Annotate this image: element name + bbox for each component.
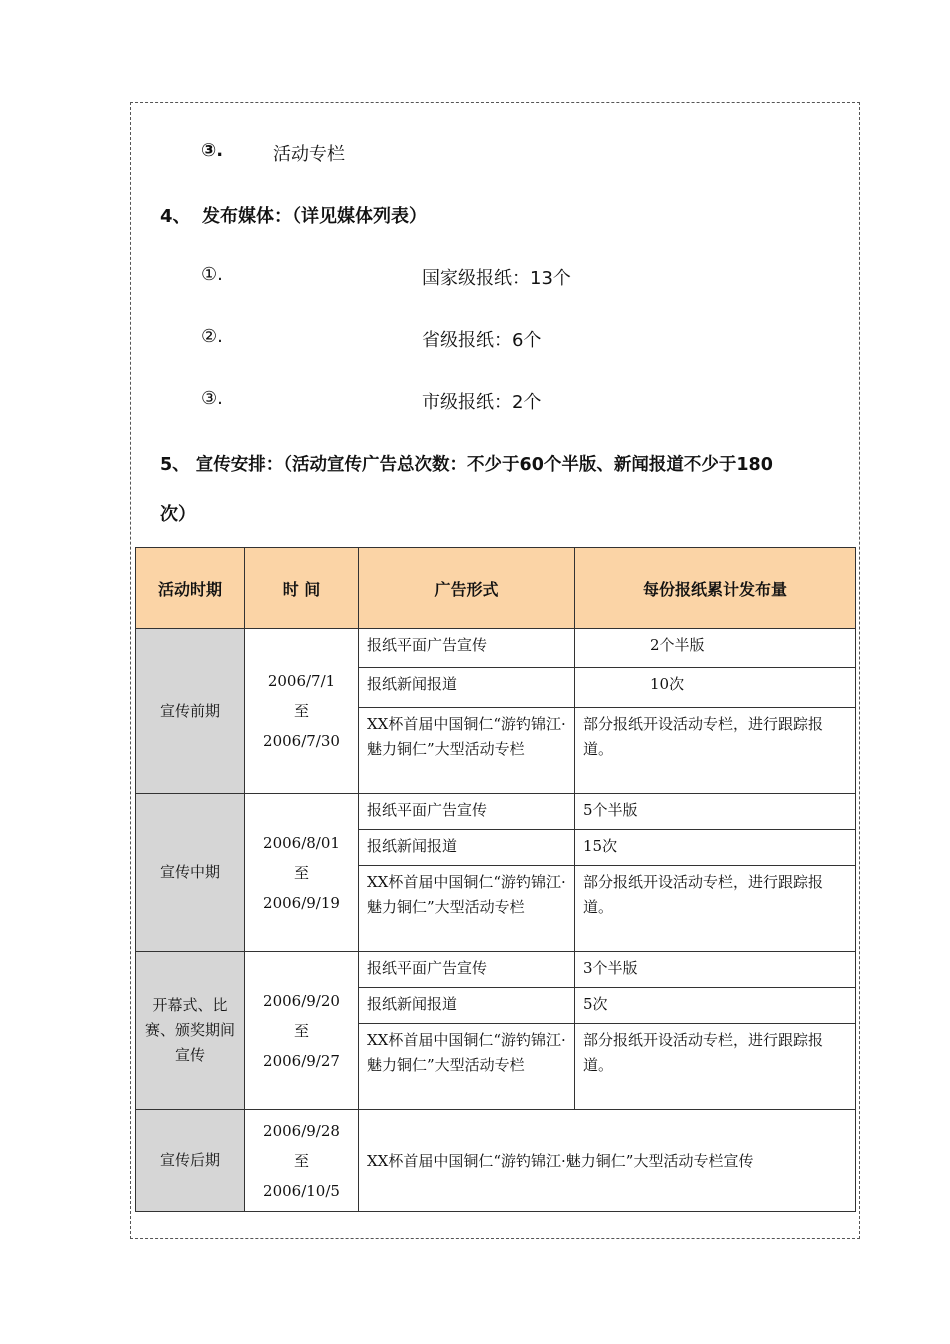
volume-cell: 部分报纸开设活动专栏，进行跟踪报道。	[575, 1024, 856, 1110]
table-row	[136, 1110, 856, 1212]
period-label: 开幕式、比赛、颁奖期间宣传	[144, 996, 235, 1064]
ad-form-cell: XX杯首届中国铜仁“游钓锦江·魅力铜仁”大型活动专栏	[359, 708, 575, 794]
table-row	[136, 794, 856, 830]
ad-form-cell: XX杯首届中国铜仁“游钓锦江·魅力铜仁”大型活动专栏	[359, 866, 575, 952]
item-text: 活动专栏	[273, 144, 345, 165]
date-start: 2006/7/1	[267, 672, 336, 690]
volume-cell: 3个半版	[575, 952, 856, 988]
volume-cell: 10次	[575, 668, 856, 708]
volume-cell: 5次	[575, 988, 856, 1024]
date-cell	[245, 629, 359, 794]
date-cell	[245, 1110, 359, 1212]
date-end: 2006/9/19	[263, 893, 340, 912]
section-title: 5、 宣传安排：（活动宣传广告总次数：不少于60个半版、新闻报道不少于180	[160, 455, 773, 475]
period-label: 宣传中期	[159, 863, 220, 881]
section-title: 发布媒体：（详见媒体列表）	[202, 206, 427, 227]
section-title-continued: 次）	[160, 504, 196, 525]
period-cell	[136, 629, 245, 794]
schedule-table	[135, 547, 856, 1212]
media-label: ②.	[201, 326, 223, 347]
date-separator: 至	[293, 702, 309, 720]
date-start: 2006/9/28	[263, 1121, 340, 1140]
merged-ad-cell: XX杯首届中国铜仁“游钓锦江·魅力铜仁”大型活动专栏宣传	[359, 1110, 856, 1212]
date-separator: 至	[293, 1151, 309, 1170]
media-label: ①.	[201, 264, 223, 285]
column-header: 时 间	[245, 548, 359, 629]
volume-cell: 部分报纸开设活动专栏，进行跟踪报道。	[575, 708, 856, 794]
period-cell	[136, 952, 245, 1110]
period-label: 宣传后期	[159, 1151, 220, 1169]
ad-form-cell: 报纸新闻报道	[359, 668, 575, 708]
ad-form-cell: 报纸新闻报道	[359, 830, 575, 866]
section-number: 4、	[160, 206, 191, 227]
period-label: 宣传前期	[159, 701, 220, 720]
ad-form-cell: 报纸新闻报道	[359, 988, 575, 1024]
volume-cell: 部分报纸开设活动专栏，进行跟踪报道。	[575, 866, 856, 952]
column-header: 广告形式	[359, 548, 575, 629]
media-text: 省级报纸：6个	[422, 330, 542, 351]
media-text: 市级报纸：2个	[422, 392, 542, 413]
period-cell	[136, 794, 245, 952]
date-end: 2006/10/5	[263, 1181, 340, 1200]
table-row	[136, 629, 856, 668]
date-start: 2006/9/20	[263, 991, 340, 1010]
ad-form-cell: 报纸平面广告宣传	[359, 629, 575, 668]
column-header: 活动时期	[136, 548, 245, 629]
date-start: 2006/8/01	[263, 833, 340, 852]
table-row	[136, 952, 856, 988]
date-cell	[245, 952, 359, 1110]
column-header: 每份报纸累计发布量	[575, 548, 856, 629]
volume-cell: 15次	[575, 830, 856, 866]
date-end: 2006/7/30	[263, 732, 340, 750]
media-label: ③.	[201, 388, 223, 409]
date-cell	[245, 794, 359, 952]
date-end: 2006/9/27	[263, 1051, 340, 1070]
date-separator: 至	[293, 863, 309, 882]
ad-form-cell: 报纸平面广告宣传	[359, 794, 575, 830]
item-label: ③.	[201, 140, 224, 161]
period-cell	[136, 1110, 245, 1212]
ad-form-cell: 报纸平面广告宣传	[359, 952, 575, 988]
media-text: 国家级报纸：13个	[422, 268, 571, 289]
date-separator: 至	[293, 1021, 309, 1040]
volume-cell: 2个半版	[575, 629, 856, 668]
table-header-row	[136, 548, 856, 629]
ad-form-cell: XX杯首届中国铜仁“游钓锦江·魅力铜仁”大型活动专栏	[359, 1024, 575, 1110]
volume-cell: 5个半版	[575, 794, 856, 830]
